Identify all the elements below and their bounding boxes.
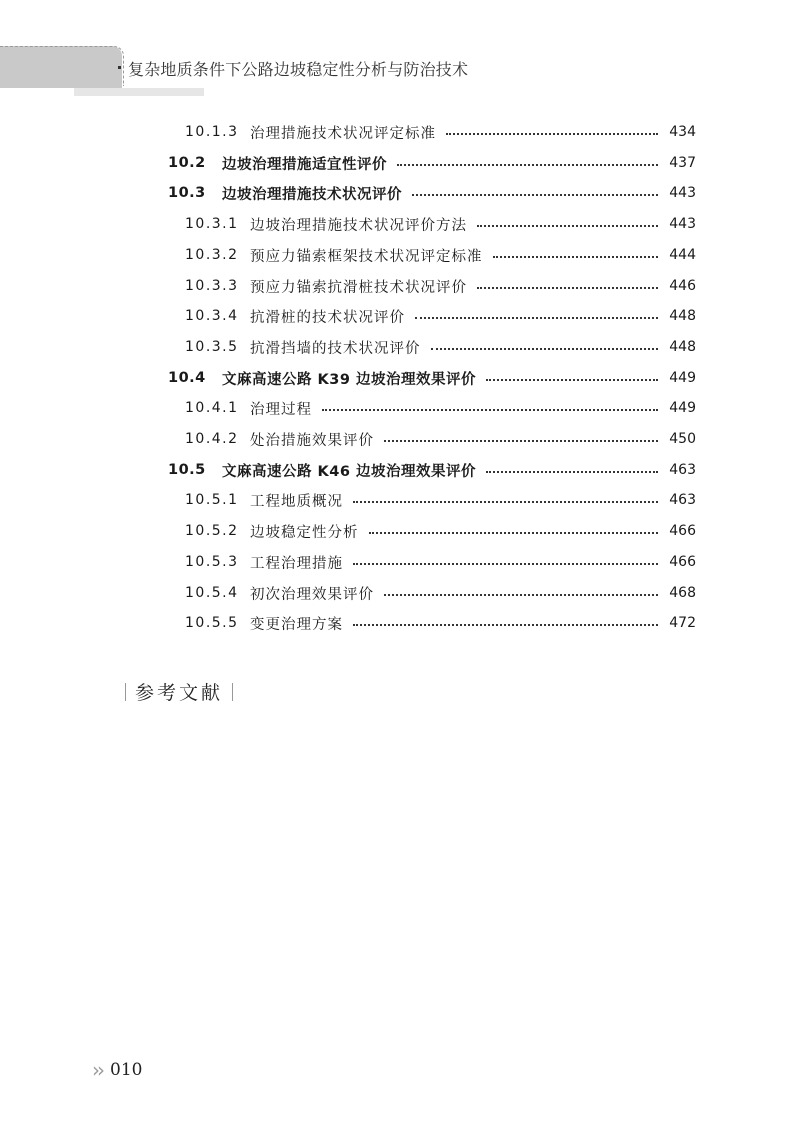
header-tab-shadow: [74, 88, 204, 96]
toc-dot-leader: [397, 164, 658, 166]
toc-entry-number: 10.5: [168, 462, 206, 478]
toc-entry-page: 443: [669, 216, 696, 232]
toc-dot-leader: [431, 348, 658, 350]
toc-dot-leader: [384, 440, 658, 442]
toc-entry-number: 10.3.5: [185, 339, 239, 355]
toc-dot-leader: [486, 379, 658, 381]
toc-entry-page: 446: [669, 278, 696, 294]
toc-entry-title: 预应力锚索框架技术状况评定标准: [250, 248, 483, 265]
toc-entry-page: 449: [669, 400, 696, 416]
page-footer: [92, 1058, 142, 1082]
running-header-title: 复杂地质条件下公路边坡稳定性分析与防治技术: [128, 60, 469, 79]
toc-entry: [0, 182, 790, 204]
toc-entry-number: 10.2: [168, 155, 206, 171]
toc-entry-page: 450: [669, 431, 696, 447]
header-dot: [118, 66, 121, 69]
references-heading-text: 参考文献: [135, 682, 224, 704]
toc-entry-page: 468: [669, 585, 696, 601]
toc-entry: [0, 428, 790, 450]
toc-entry-page: 463: [669, 462, 696, 478]
heading-right-bar: [232, 683, 233, 701]
toc-entry-title: 初次治理效果评价: [250, 586, 374, 603]
toc-dot-leader: [477, 225, 658, 227]
toc-dot-leader: [384, 594, 658, 596]
toc-entry-number: 10.3.1: [185, 216, 239, 232]
toc-entry-number: 10.3.4: [185, 308, 239, 324]
toc-entry-page: 437: [669, 155, 696, 171]
toc-entry: [0, 275, 790, 297]
toc-dot-leader: [322, 409, 658, 411]
heading-left-bar: [125, 683, 126, 701]
toc-entry-title: 治理措施技术状况评定标准: [250, 125, 436, 142]
toc-entry-number: 10.5.1: [185, 492, 239, 508]
toc-entry: [0, 459, 790, 481]
toc-entry-page: 443: [669, 185, 696, 201]
toc-entry-page: 444: [669, 247, 696, 263]
toc-entry-page: 472: [669, 615, 696, 631]
page-number: 010: [110, 1060, 143, 1080]
toc-entry-title: 边坡治理措施技术状况评价方法: [250, 217, 467, 234]
toc-entry-title: 边坡治理措施技术状况评价: [222, 186, 402, 203]
toc-entry-page: 466: [669, 554, 696, 570]
toc-entry-title: 预应力锚索抗滑桩技术状况评价: [250, 279, 467, 296]
toc-entry-page: 448: [669, 308, 696, 324]
toc-entry: [0, 612, 790, 634]
references-heading: [116, 678, 242, 705]
toc-entry-page: 463: [669, 492, 696, 508]
toc-dot-leader: [369, 532, 658, 534]
toc-entry-page: 466: [669, 523, 696, 539]
toc-entry-title: 工程治理措施: [250, 555, 343, 572]
toc-entry: [0, 397, 790, 419]
toc-entry-page: 448: [669, 339, 696, 355]
toc-entry-title: 治理过程: [250, 401, 312, 418]
toc-entry-number: 10.3: [168, 185, 206, 201]
header-dashed-outline: [0, 46, 124, 86]
toc-entry: [0, 582, 790, 604]
toc-entry: [0, 551, 790, 573]
toc-dot-leader: [353, 563, 658, 565]
toc-dot-leader: [353, 624, 658, 626]
toc-entry-number: 10.4.2: [185, 431, 239, 447]
toc-entry-title: 处治措施效果评价: [250, 432, 374, 449]
toc-dot-leader: [477, 287, 658, 289]
toc-entry: [0, 152, 790, 174]
toc-entry-number: 10.4: [168, 370, 206, 386]
toc-entry-title: 边坡稳定性分析: [250, 524, 359, 541]
toc-entry-title: 抗滑挡墙的技术状况评价: [250, 340, 421, 357]
toc-entry: [0, 520, 790, 542]
toc-dot-leader: [493, 256, 658, 258]
toc-entry-number: 10.5.3: [185, 554, 239, 570]
toc-dot-leader: [446, 133, 658, 135]
toc-entry-title: 变更治理方案: [250, 616, 343, 633]
toc-entry-page: 449: [669, 370, 696, 386]
toc-entry-title: 边坡治理措施适宜性评价: [222, 156, 387, 173]
toc-entry: [0, 121, 790, 143]
toc-entry-number: 10.5.5: [185, 615, 239, 631]
toc-dot-leader: [415, 317, 658, 319]
toc-entry-number: 10.1.3: [185, 124, 239, 140]
toc-entry-title: 文麻高速公路 K46 边坡治理效果评价: [222, 463, 477, 480]
toc-entry: [0, 213, 790, 235]
toc-entry: [0, 367, 790, 389]
toc-dot-leader: [412, 194, 658, 196]
toc-entry-number: 10.3.3: [185, 278, 239, 294]
toc-entry-title: 抗滑桩的技术状况评价: [250, 309, 405, 326]
toc-dot-leader: [486, 471, 658, 473]
toc-entry-number: 10.3.2: [185, 247, 239, 263]
toc-entry-title: 文麻高速公路 K39 边坡治理效果评价: [222, 371, 477, 388]
toc-entry-number: 10.5.2: [185, 523, 239, 539]
toc-entry: [0, 336, 790, 358]
toc-entry: [0, 489, 790, 511]
toc-dot-leader: [353, 501, 658, 503]
toc-entry-number: 10.5.4: [185, 585, 239, 601]
toc-entry-title: 工程地质概况: [250, 493, 343, 510]
toc-entry: [0, 305, 790, 327]
toc-entry-page: 434: [669, 124, 696, 140]
double-chevron-right-icon: ››: [92, 1058, 102, 1082]
toc-entry: [0, 244, 790, 266]
toc-entry-number: 10.4.1: [185, 400, 239, 416]
